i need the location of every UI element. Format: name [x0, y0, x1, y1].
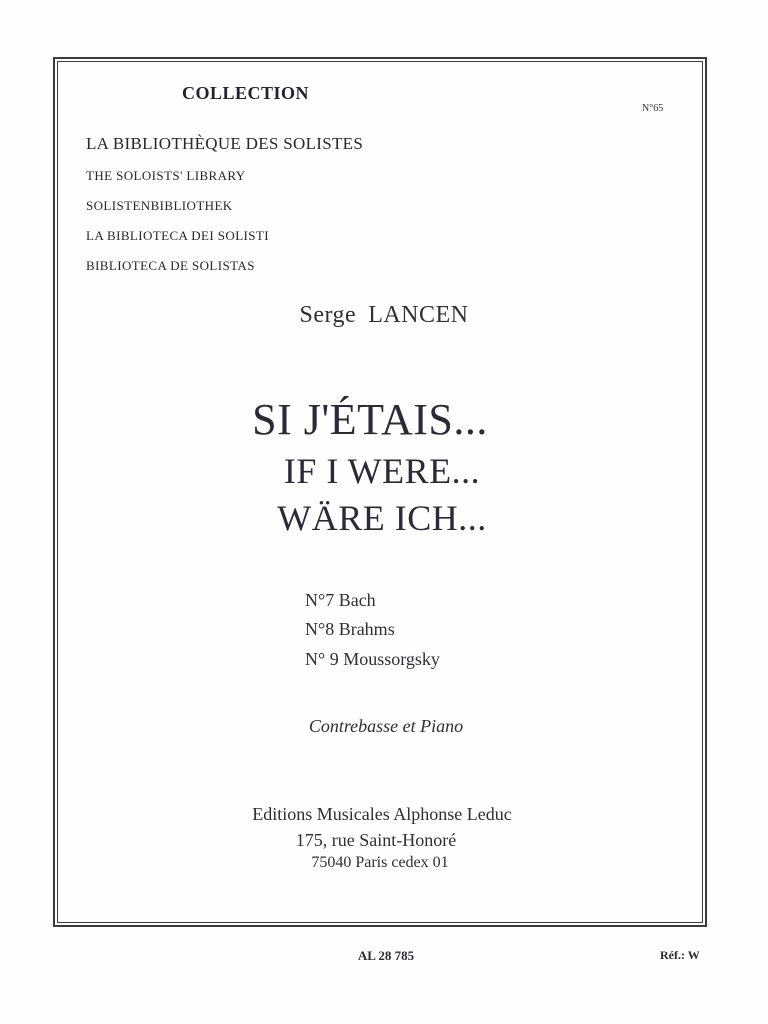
collection-number: N°65 — [642, 103, 664, 114]
composer-name — [0, 302, 768, 329]
series-title-french: LA BIBLIOTHÈQUE DES SOLISTES — [86, 134, 364, 153]
reference-code: Réf.: W — [660, 948, 700, 962]
publisher-name: Editions Musicales Alphonse Leduc — [252, 804, 512, 824]
publisher-city: 75040 Paris cedex 01 — [311, 854, 449, 871]
composer-first-name: Serge — [299, 302, 357, 328]
work-item: N°8 Brahms — [305, 619, 395, 639]
publisher-street: 175, rue Saint-Honoré — [295, 830, 457, 850]
title-german: WÄRE ICH... — [277, 498, 487, 538]
collection-label: COLLECTION — [182, 83, 310, 103]
series-title-italian: LA BIBLIOTECA DEI SOLISTI — [86, 228, 269, 243]
work-item: N°7 Bach — [305, 590, 376, 610]
instrumentation: Contrebasse et Piano — [308, 716, 464, 736]
series-title-english: THE SOLOISTS' LIBRARY — [86, 168, 246, 183]
title-french: SI J'ÉTAIS... — [252, 395, 488, 444]
series-title-spanish: BIBLIOTECA DE SOLISTAS — [86, 258, 255, 273]
catalog-number: AL 28 785 — [357, 948, 415, 963]
title-english: IF I WERE... — [283, 451, 481, 491]
work-item: N° 9 Moussorgsky — [305, 649, 440, 669]
inner-border — [57, 61, 703, 923]
series-title-german: SOLISTENBIBLIOTHEK — [86, 198, 233, 213]
composer-last-name: LANCEN — [368, 302, 469, 328]
